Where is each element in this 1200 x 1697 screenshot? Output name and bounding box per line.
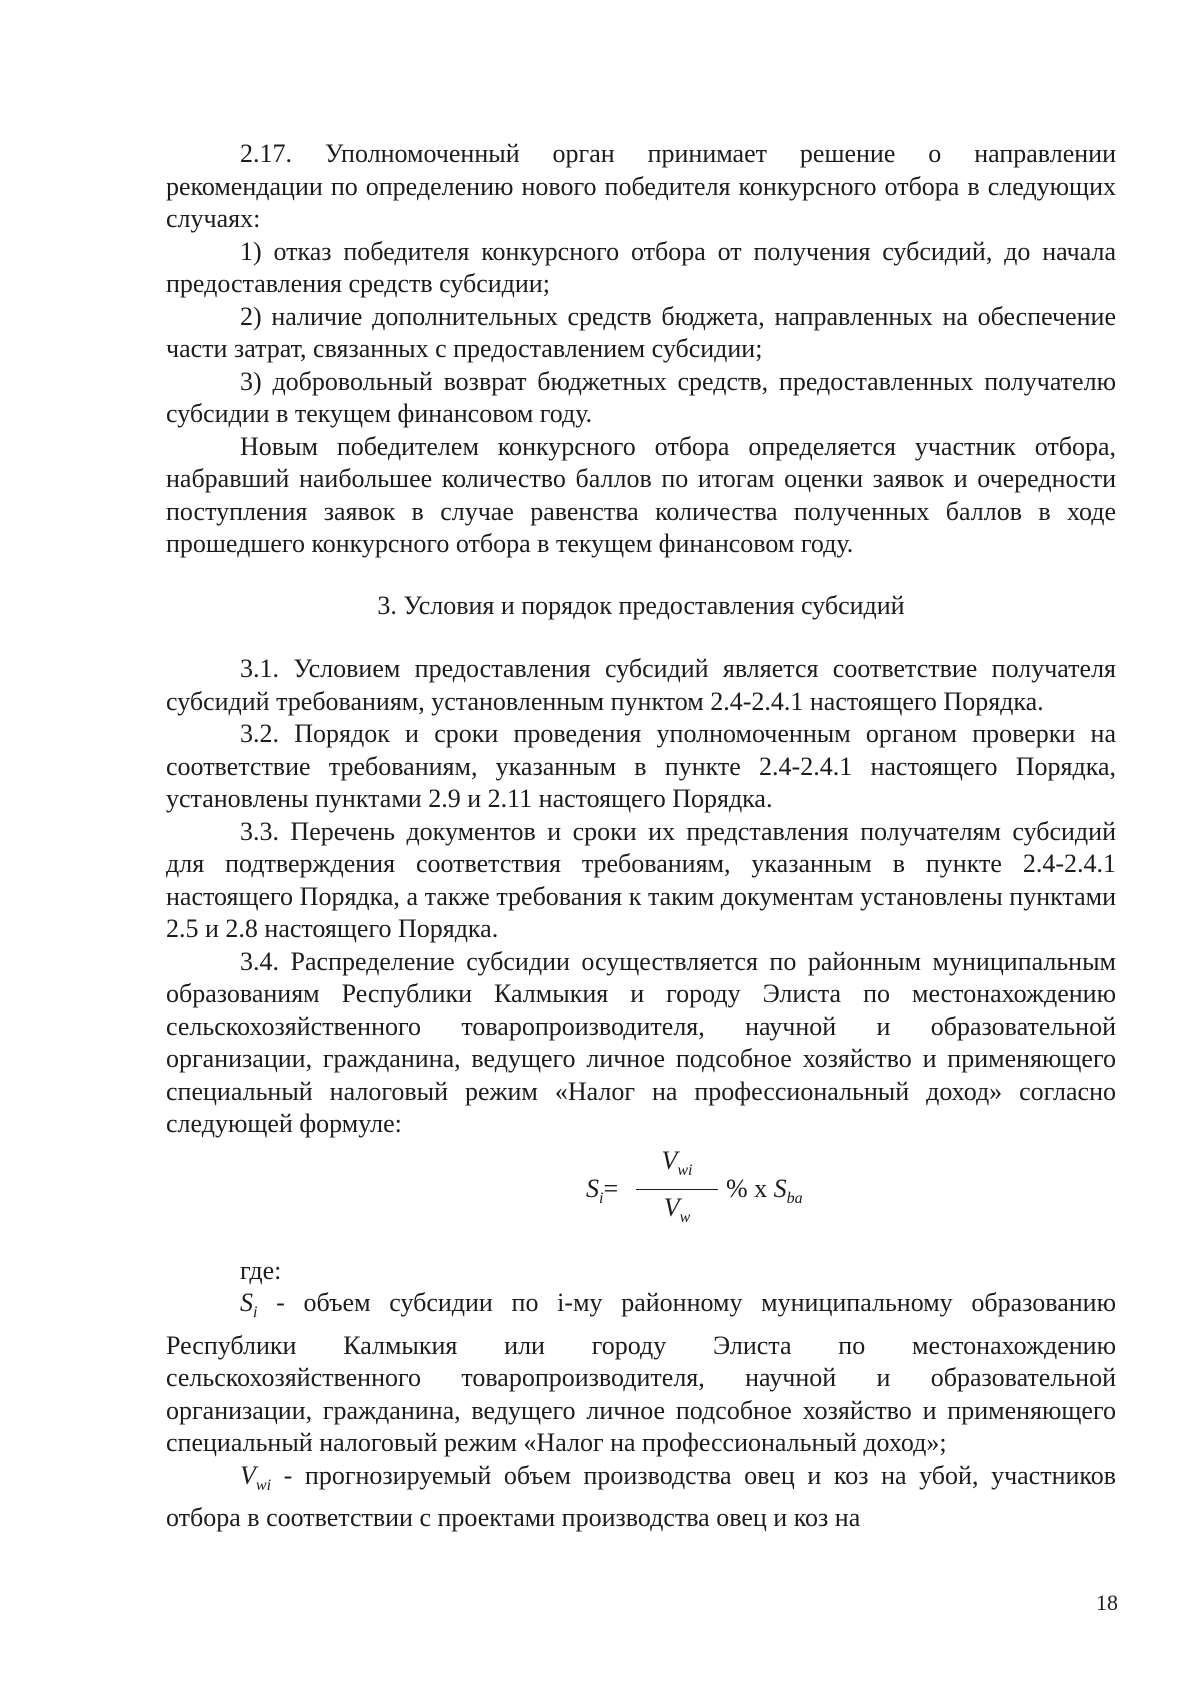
paragraph-new-winner: Новым победителем конкурсного отбора определяется участник отбора, набравший наибольшее количество баллов по итогам оценки заявок и очередности поступления заявок в случае равенства количества полученных баллов в ходе прошедшего конкурсного отбора в текущем финансовом году. (166, 431, 1116, 558)
list-item-1: 1) отказ победителя конкурсного отбора от получения субсидий, до начала предоставления средств субсидии; (166, 236, 1116, 298)
section-heading: 3. Условия и порядок предоставления субсидий (377, 590, 905, 620)
formula-fraction (644, 1145, 710, 1235)
formula-denominator: $V_w$ (663, 1193, 691, 1227)
formula-lhs: $S_i=$ (586, 1173, 619, 1207)
distribution-formula (166, 1141, 1116, 1239)
formula-tail: % x $S_{ba}$ (726, 1173, 803, 1207)
paragraph-3-1: 3.1. Условием предоставления субсидий является соответствие получателя субсидий требованиям, установленным пунктом 2.4-2.4.1 настоящего Порядка. (166, 654, 1116, 716)
paragraph-3-2: 3.2. Порядок и сроки проведения уполномоченным органом проверки на соответствие требованиям, указанным в пункте 2.4-2.4.1 настоящего Порядка, установлены пунктами 2.9 и 2.11 настоящего Порядка. (166, 719, 1116, 813)
document-body (166, 138, 1116, 1535)
definition-s-i: $S_i$ - объем субсидии по i-му районному муниципальному образованию Республики Калмыкия или городу Элиста по местонахождению сельскохозяйственного товаропроизводителя, научной и образовательной организации, гражданина, ведущего личное подсобное хозяйство и применяющего специальный налоговый режим «Налог на профессиональный доход»; (166, 1288, 1116, 1458)
definition-v-wi: $V_{wi}$ - прогнозируемый объем производства овец и коз на убой, участников отбора в соответствии с проектами производства овец и коз на (166, 1460, 1116, 1533)
where-label: где: (240, 1255, 282, 1285)
paragraph-2-17: 2.17. Уполномоченный орган принимает решение о направлении рекомендации по определению нового победителя конкурсного отбора в следующих случаях: (166, 139, 1116, 233)
list-item-2: 2) наличие дополнительных средств бюджета, направленных на обеспечение части затрат, связанных с предоставлением субсидии; (166, 301, 1116, 363)
paragraph-3-4: 3.4. Распределение субсидии осуществляется по районным муниципальным образованиям Республики Калмыкия и городу Элиста по местонахождению сельскохозяйственного товаропроизводителя, научной и образовательной организации, гражданина, ведущего личное подсобное хозяйство и применяющего специальный налоговый режим «Налог на профессиональный доход» согласно следующей формуле: (166, 946, 1116, 1138)
paragraph-3-3: 3.3. Перечень документов и сроки их представления получателям субсидий для подтверждения соответствия требованиям, указанным в пункте 2.4-2.4.1 настоящего Порядка, а также требования к таким документам установлены пунктами 2.5 и 2.8 настоящего Порядка. (166, 816, 1116, 943)
page-number: 18 (1096, 1590, 1118, 1615)
formula-numerator: $V_{wi}$ (661, 1145, 693, 1179)
list-item-3: 3) добровольный возврат бюджетных средств, предоставленных получателю субсидии в текущем финансовом году. (166, 366, 1116, 428)
